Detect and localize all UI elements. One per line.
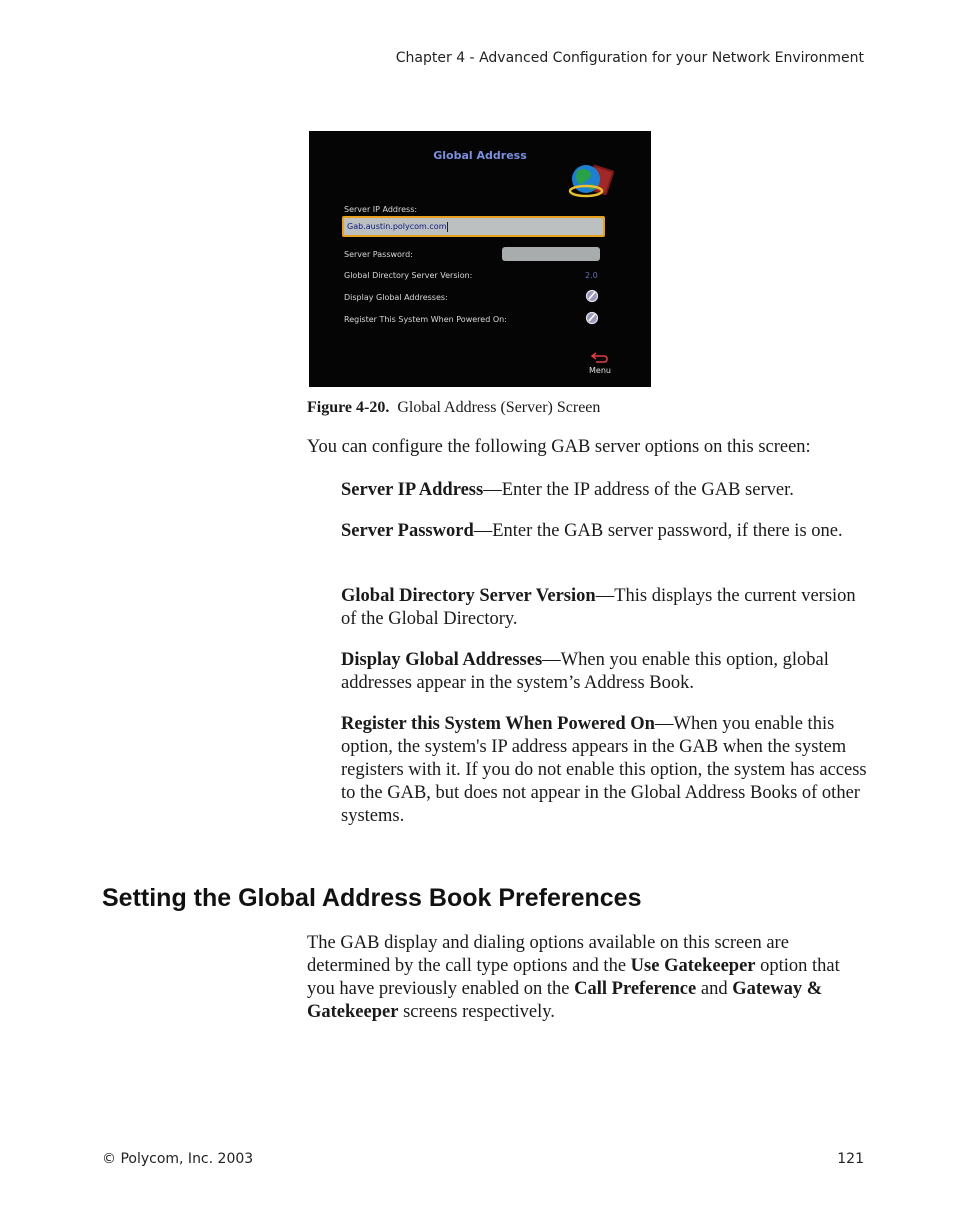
register-label: Register This System When Powered On: [344, 315, 507, 324]
back-arrow-icon [590, 350, 610, 364]
footer-copyright: © Polycom, Inc. 2003 [102, 1151, 254, 1167]
server-ip-label: Server IP Address: [344, 205, 418, 214]
page-number: 121 [837, 1151, 864, 1167]
para-text: option that you have previously enabled on the [307, 956, 840, 999]
option-desc: —Enter the GAB server password, if there is one. [473, 521, 843, 541]
text-caret [447, 222, 448, 232]
option-item [341, 713, 871, 828]
intro-text: You can configure the following GAB server options on this screen: [307, 437, 811, 457]
para-text: The GAB display and dialing options available on this screen are determined by the call type options and the [307, 933, 789, 976]
option-item [341, 520, 871, 543]
para-bold: Gateway & Gatekeeper [307, 979, 823, 1022]
para-bold: Call Preference [574, 979, 697, 999]
option-term: Server IP Address [341, 480, 484, 500]
figure-caption [307, 399, 600, 417]
option-item [341, 479, 871, 502]
dir-version-label: Global Directory Server Version: [344, 271, 473, 280]
para-text: and [696, 979, 733, 999]
server-ip-input[interactable] [342, 216, 605, 237]
register-checkbox[interactable] [585, 311, 599, 325]
option-item [341, 585, 871, 631]
display-global-label: Display Global Addresses: [344, 293, 448, 302]
figure-title: Global Address (Server) Screen [397, 399, 601, 416]
screen-title: Global Address [433, 149, 527, 162]
server-password-label: Server Password: [344, 250, 413, 259]
globe-book-icon [567, 161, 617, 203]
server-password-input[interactable] [502, 247, 600, 261]
option-item [341, 649, 871, 695]
option-desc: —Enter the IP address of the GAB server. [483, 480, 794, 500]
menu-button[interactable] [585, 350, 615, 375]
para-bold: Use Gatekeeper [630, 956, 756, 976]
page-header: Chapter 4 - Advanced Configuration for your Network Environment [395, 50, 864, 66]
figure-number: Figure 4-20. [307, 399, 390, 416]
para-text: screens respectively. [398, 1002, 555, 1022]
section-heading: Setting the Global Address Book Preferences [102, 884, 642, 912]
option-desc: —When you enable this option, global addresses appear in the system’s Address Book. [341, 650, 829, 693]
dir-version-value: 2.0 [585, 271, 598, 280]
option-term: Register this System When Powered On [341, 714, 655, 734]
menu-label: Menu [589, 366, 611, 375]
display-global-checkbox[interactable] [585, 289, 599, 303]
server-ip-value: Gab.austin.polycom.com [347, 222, 447, 231]
option-term: Server Password [341, 521, 474, 541]
option-term: Display Global Addresses [341, 650, 543, 670]
option-term: Global Directory Server Version [341, 586, 596, 606]
global-address-screenshot [309, 131, 651, 387]
section-paragraph [307, 932, 872, 1024]
option-desc: —This displays the current version of the Global Directory. [341, 586, 856, 629]
option-desc: —When you enable this option, the system's IP address appears in the GAB when the system registers with it. If you do not enable this option, the system has access to the GAB, but does not appear in the Global Address Books of other systems. [341, 714, 867, 826]
